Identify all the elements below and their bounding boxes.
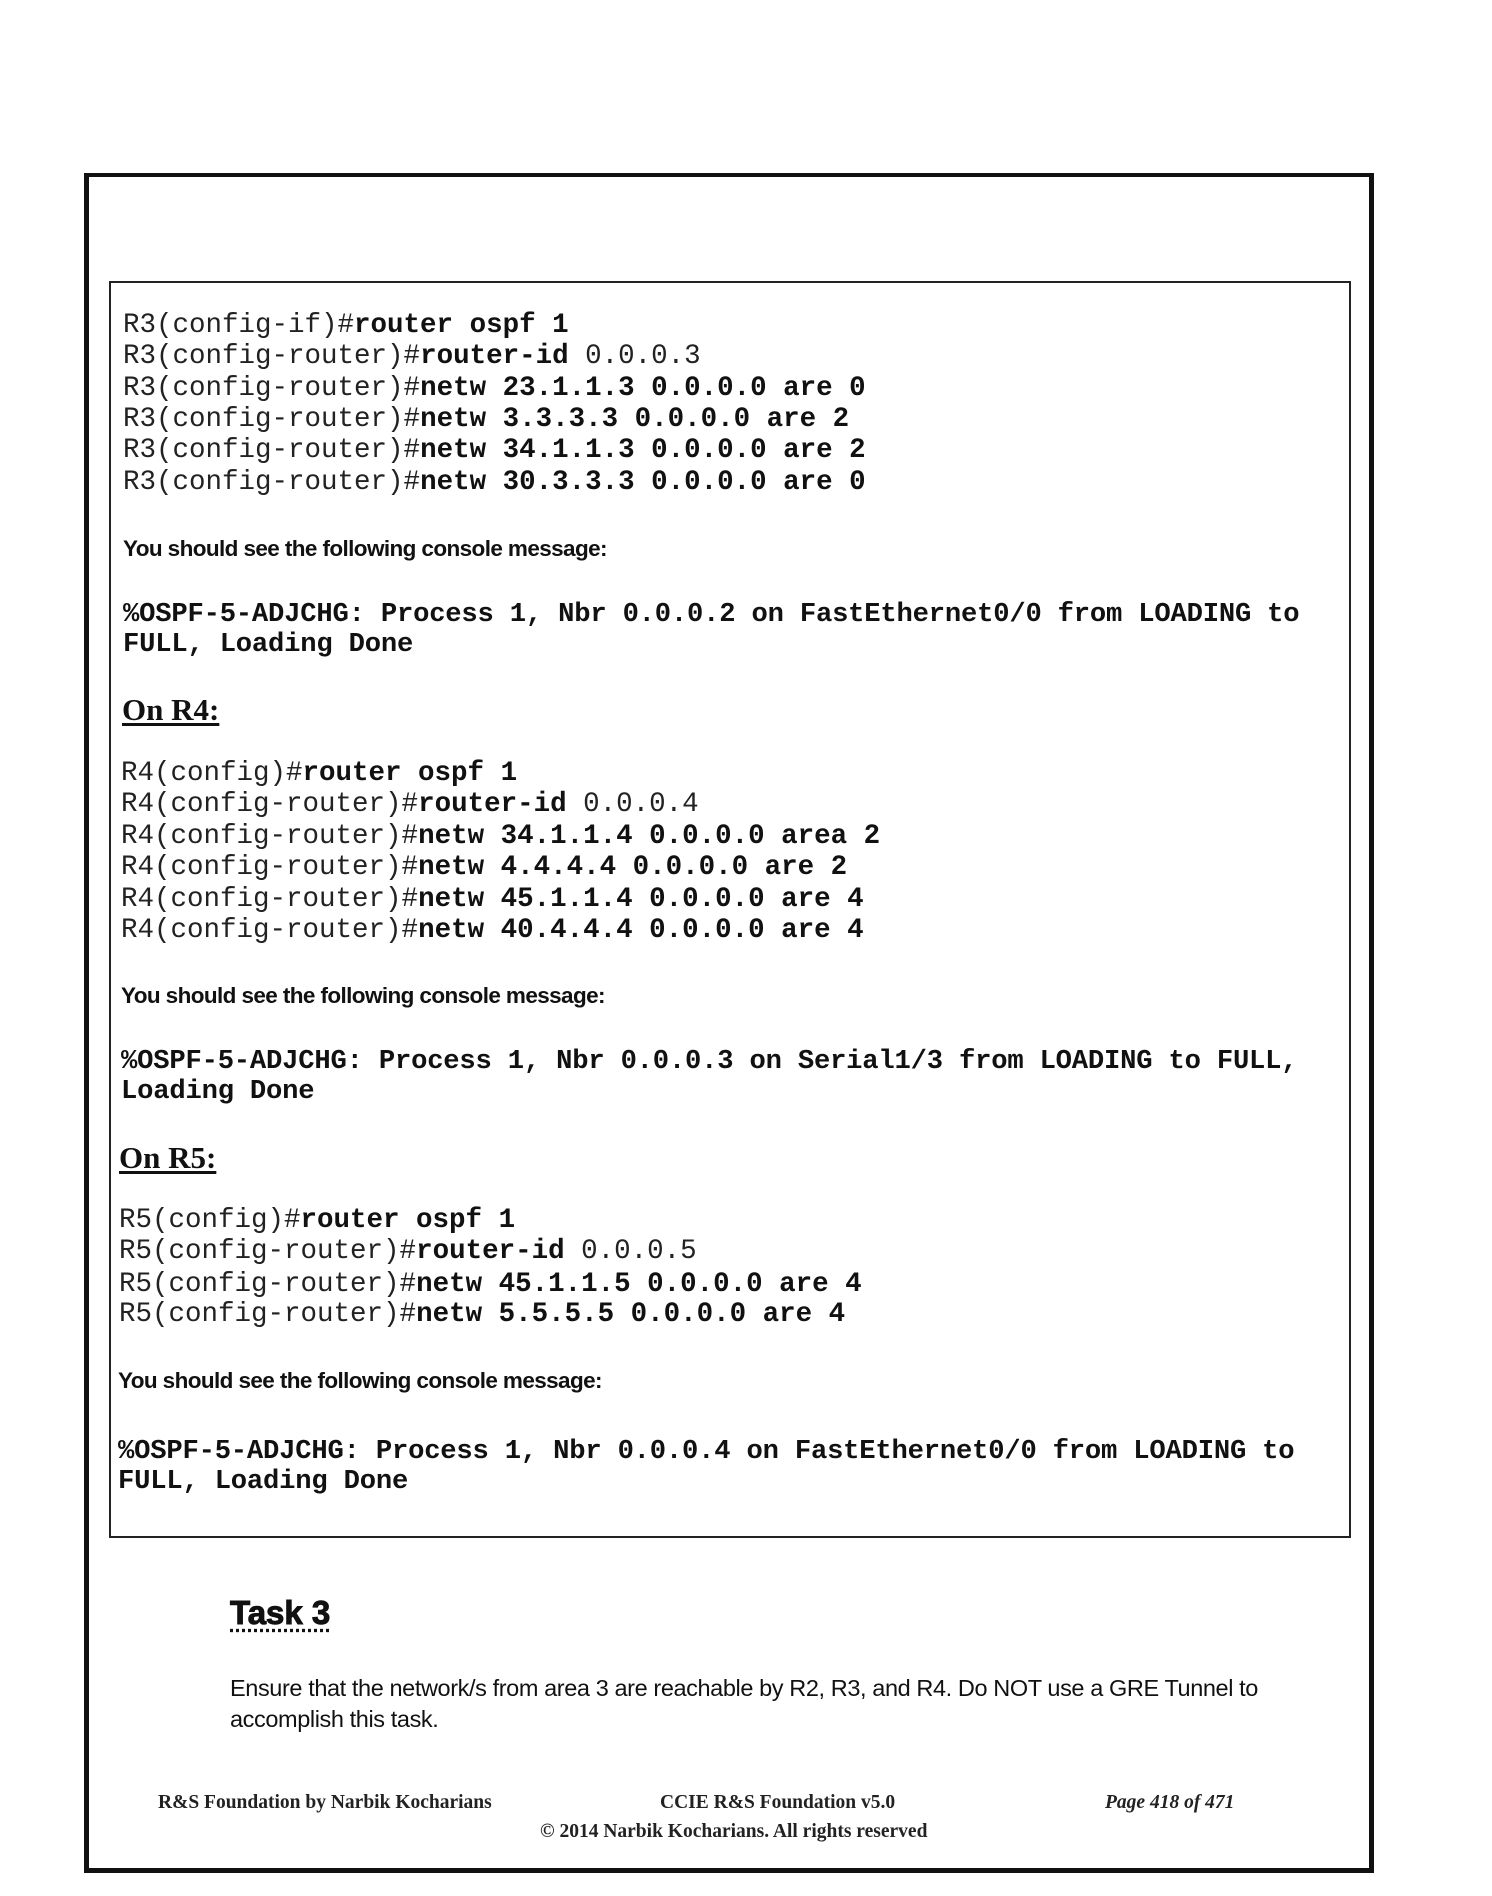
cli-prompt: R4(config)# xyxy=(121,758,303,789)
cli-prompt: R5(config-router)# xyxy=(119,1299,417,1330)
task-description: Ensure that the network/s from area 3 are reachable by R2, R3, and R4. Do NOT use a GRE Tunnel to accomplish this task. xyxy=(230,1675,1258,1732)
cli-command: router ospf 1 xyxy=(300,1205,516,1236)
cli-command: netw 30.3.3.3 0.0.0.0 are 0 xyxy=(420,467,866,498)
r5-line xyxy=(119,1206,515,1236)
r4-line xyxy=(121,853,847,883)
cli-command: netw 3.3.3.3 0.0.0.0 are 2 xyxy=(420,404,850,435)
r4-line xyxy=(121,916,864,946)
r3-line xyxy=(123,468,866,498)
cli-command: netw 45.1.1.5 0.0.0.0 are 4 xyxy=(416,1269,862,1300)
cli-prompt: R3(config-if)# xyxy=(123,310,355,341)
footer-copyright: © 2014 Narbik Kocharians. All rights reserved xyxy=(540,1821,928,1842)
footer-center: CCIE R&S Foundation v5.0 xyxy=(660,1792,896,1813)
cli-prompt: R5(config-router)# xyxy=(119,1236,417,1267)
r4-line xyxy=(121,822,880,852)
r4-heading: On R4: xyxy=(122,692,220,727)
cli-prompt: R5(config-router)# xyxy=(119,1269,417,1300)
cli-prompt: R4(config-router)# xyxy=(121,915,419,946)
cli-arg: 0.0.0.5 xyxy=(564,1236,697,1267)
r4-line xyxy=(121,759,517,789)
cli-command: netw 45.1.1.4 0.0.0.0 are 4 xyxy=(418,884,864,915)
cli-prompt: R4(config-router)# xyxy=(121,852,419,883)
cli-arg: 0.0.0.4 xyxy=(566,789,699,820)
r3-console-message-line: FULL, Loading Done xyxy=(123,629,414,660)
cli-prompt: R4(config-router)# xyxy=(121,789,419,820)
task-heading: Task 3 xyxy=(230,1594,331,1631)
r3-line xyxy=(123,405,849,435)
cli-command: router ospf 1 xyxy=(302,758,518,789)
cli-prompt: R3(config-router)# xyxy=(123,435,421,466)
r5-line xyxy=(119,1270,862,1300)
r4-console-note: You should see the following console message: xyxy=(121,983,605,1008)
r3-line xyxy=(123,374,866,404)
r4-console-message-line: Loading Done xyxy=(121,1076,315,1107)
cli-arg: 0.0.0.3 xyxy=(568,341,701,372)
r5-console-note: You should see the following console message: xyxy=(118,1368,602,1393)
cli-prompt: R3(config-router)# xyxy=(123,404,421,435)
r3-console-message-line: %OSPF-5-ADJCHG: Process 1, Nbr 0.0.0.2 on FastEthernet0/0 from LOADING to xyxy=(123,599,1300,630)
r5-heading: On R5: xyxy=(119,1140,217,1175)
cli-command: router-id xyxy=(418,789,567,820)
cli-command: router-id xyxy=(416,1236,565,1267)
cli-prompt: R4(config-router)# xyxy=(121,884,419,915)
cli-command: router ospf 1 xyxy=(354,310,569,341)
cli-command: netw 23.1.1.3 0.0.0.0 are 0 xyxy=(420,373,866,404)
r5-console-message-line: FULL, Loading Done xyxy=(118,1466,409,1497)
r5-line xyxy=(119,1300,845,1330)
r3-line xyxy=(123,436,866,466)
r3-line xyxy=(123,342,701,372)
cli-prompt: R3(config-router)# xyxy=(123,341,421,372)
cli-prompt: R3(config-router)# xyxy=(123,467,421,498)
cli-prompt: R3(config-router)# xyxy=(123,373,421,404)
footer-page-number: Page 418 of 471 xyxy=(1105,1792,1235,1813)
cli-command: netw 40.4.4.4 0.0.0.0 are 4 xyxy=(418,915,864,946)
cli-prompt: R4(config-router)# xyxy=(121,821,419,852)
cli-command: router-id xyxy=(420,341,569,372)
cli-command: netw 5.5.5.5 0.0.0.0 are 4 xyxy=(416,1299,846,1330)
cli-command: netw 34.1.1.3 0.0.0.0 are 2 xyxy=(420,435,866,466)
cli-prompt: R5(config)# xyxy=(119,1205,301,1236)
footer-left: R&S Foundation by Narbik Kocharians xyxy=(158,1792,492,1813)
r4-line xyxy=(121,885,864,915)
r5-line xyxy=(119,1237,697,1267)
r4-console-message-line: %OSPF-5-ADJCHG: Process 1, Nbr 0.0.0.3 on Serial1/3 from LOADING to FULL, xyxy=(121,1046,1298,1077)
r3-console-note: You should see the following console message: xyxy=(123,536,607,561)
r5-console-message-line: %OSPF-5-ADJCHG: Process 1, Nbr 0.0.0.4 on FastEthernet0/0 from LOADING to xyxy=(118,1436,1295,1467)
cli-command: netw 4.4.4.4 0.0.0.0 are 2 xyxy=(418,852,848,883)
cli-command: netw 34.1.1.4 0.0.0.0 area 2 xyxy=(418,821,881,852)
r3-line xyxy=(123,311,569,341)
r4-line xyxy=(121,790,699,820)
